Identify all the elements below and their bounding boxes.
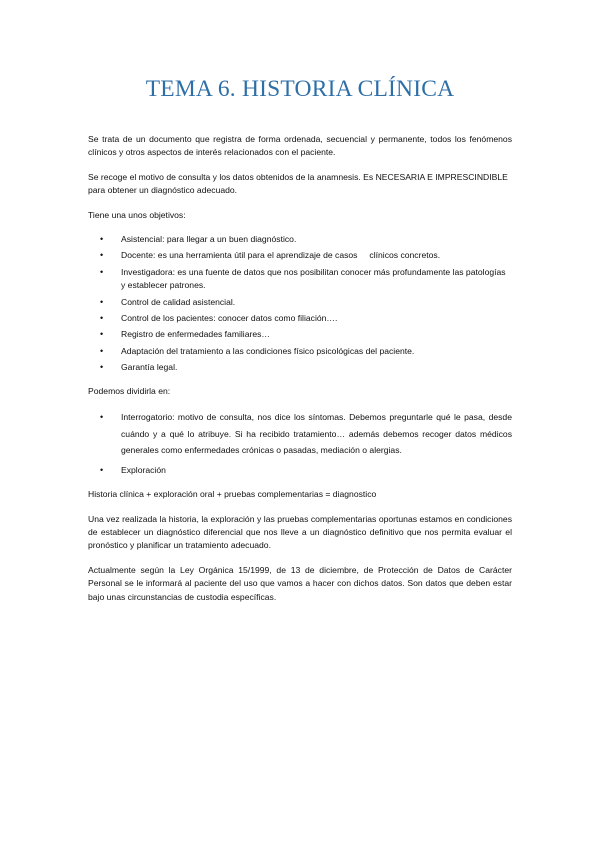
list-item: • Control de los pacientes: conocer datos como filiación…. <box>88 312 512 325</box>
bullet-icon: • <box>100 296 104 307</box>
list-item: • Registro de enfermedades familiares… <box>88 328 512 341</box>
bullet-icon: • <box>100 313 104 324</box>
objectives-heading: Tiene una unos objetivos: <box>88 209 186 220</box>
list-item: • Exploración <box>88 462 512 479</box>
bullet-icon: • <box>100 412 104 423</box>
bullet-icon: • <box>100 345 104 356</box>
list-item: • Adaptación del tratamiento a las condiciones físico psicológicas del paciente. <box>88 345 512 358</box>
list-item: • Interrogatorio: motivo de consulta, nos dice los síntomas. Debemos preguntarle qué le pasa, desde cuándo y a qué lo atribuye. Si ha recibido tratamiento… además debemos recoger datos médicos generales como enfermedades crónicas o pasadas, mediación o alergias. <box>88 409 512 459</box>
diagnosis-paragraph: Una vez realizada la historia, la exploración y las pruebas complementarias oportunas estamos en condiciones de establecer un diagnóstico diferencial que nos lleve a un diagnóstico definitivo que nos permita evaluar el pronóstico y planificar un tratamiento adecuado. <box>88 513 512 551</box>
list-item: • Asistencial: para llegar a un buen diagnóstico. <box>88 233 512 246</box>
bullet-icon: • <box>100 266 104 277</box>
divisions-heading: Podemos dividirla en: <box>88 385 171 396</box>
list-item: • Control de calidad asistencial. <box>88 296 512 309</box>
list-item: • Investigadora: es una fuente de datos que nos posibilitan conocer más profundamente las patologías y establecer patrones. <box>100 266 506 291</box>
bullet-icon: • <box>100 464 104 475</box>
law-paragraph: Actualmente según la Ley Orgánica 15/1999, de 13 de diciembre, de Protección de Datos de Carácter Personal se le informará al paciente del uso que vamos a hacer con dichos datos. Son datos que deben estar bajo unas circunstancias de custodia específicas. <box>88 564 512 602</box>
objectives-list <box>88 233 512 375</box>
bullet-icon: • <box>100 329 104 340</box>
anamnesis-paragraph: Se recoge el motivo de consulta y los datos obtenidos de la anamnesis. Es NECESARIA E IMPRESCINDIBLE para obtener un diagnóstico adecuado. <box>88 171 508 196</box>
formula-paragraph: Historia clínica + exploración oral + pruebas complementarias = diagnostico <box>88 489 377 500</box>
bullet-icon: • <box>100 234 104 245</box>
bullet-icon: • <box>100 362 104 373</box>
list-item: • Docente: es una herramienta útil para el aprendizaje de casos clínicos concretos. <box>88 249 512 262</box>
page-title: TEMA 6. HISTORIA CLÍNICA <box>145 76 455 102</box>
list-item: • Garantía legal. <box>88 361 512 374</box>
bullet-icon: • <box>100 250 104 261</box>
document-body <box>88 133 512 604</box>
divisions-list <box>88 409 512 478</box>
intro-paragraph: Se trata de un documento que registra de forma ordenada, secuencial y permanente, todos los fenómenos clínicos y otros aspectos de interés relacionados con el paciente. <box>88 134 512 158</box>
